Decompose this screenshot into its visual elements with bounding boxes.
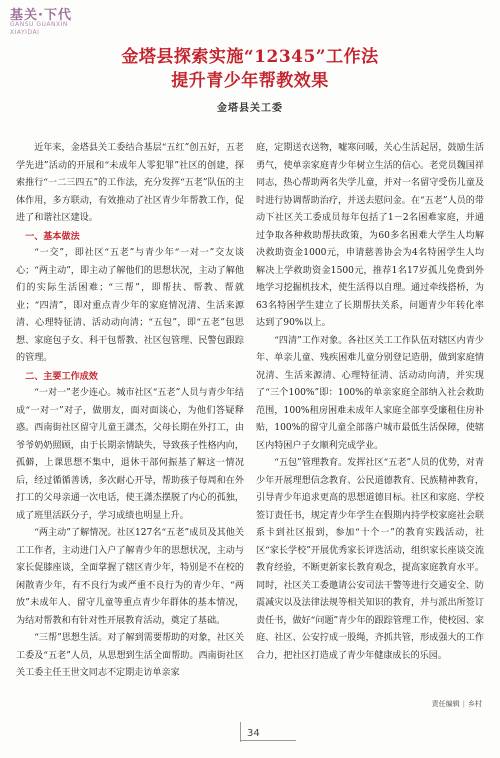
body-paragraph: “两主动”了解情况。社区127名“五老”成员及其他关工工作者，主动进门入户了解青少年的思想状况，主动与家长促膝座谈，全面掌握了辖区青少年，特别是不在校的闲散青少年，有不良行为或严重不良行为的青少年、“两放”未成年人、留守儿童等重点青少年群体的基本情况，为结对帮教和有针对性开展教育活动，奠定了基础。 [16,528,244,626]
article-title-line1: 金塔县探索实施“12345”工作法 [121,47,379,67]
magazine-masthead [10,4,130,40]
page-number-rule-horizontal [241,740,296,741]
article-title-line2: 提升青少年帮教效果 [171,71,329,91]
body-paragraph: “一对一”老少连心。城市社区“五老”人员与青少年结成“一对一”对子，做朋友，面对面谈心，为他们答疑释惑。西南街社区留守儿童王潇杰，父母长期在外打工，由爷爷奶奶照顾，由于长期亲情缺失，导致孩子性格内向，孤僻，上课思想不集中，退休干部何振基了解这一情况后，经过循循善诱，多次耐心开导，帮助孩子每周和在外打工的父母亲通一次电话，使王潇杰摆脱了内心的孤独，成了班里活跃分子，学习成绩也明显上升。 [16,388,244,521]
section-heading: 一、基本做法 [25,230,80,242]
section-heading: 二、主要工作成效 [25,370,98,382]
body-paragraph: “四清”工作对象。各社区关工工作队伍对辖区内青少年、单亲儿童、残疾困难儿童分别登记造册，做到家庭情况清、生活来源清、心理特征清、活动动向清，并实现了“三个100%”即：100%的单亲家庭全部纳入社会救助范围，100%租房困难未成年人家庭全部享受廉租住房补贴，100%的留守儿童全部落户城市最低生活保障，使辖区内特困户子女顺利完成学业。 [256,335,484,451]
editor-credit: 责任编辑 | 乡村 [431,700,482,708]
page-number-rule-vertical [240,722,241,742]
article-column-left [16,140,244,683]
article-column-right [256,140,484,665]
masthead-subtitle-line2: XIAYIDAI [10,29,40,36]
body-paragraph: 庭，定期送衣送物，嘘寒问暖，关心生活起居，鼓励生活勇气，使单亲家庭青少年树立生活的信心。老党员魏国祥同志，热心帮助两名失学儿童，并对一名留守受伤儿童及时进行协调帮助治疗，并送去慰问金。在“五老”人员的带动下社区关工委成员每年包括了1－2名困难家庭，并通过争取各种救助帮扶政策，为60多名困难大学生人均解决救助资金1000元，申请慈善协会为4名特困学生人均解决上学救助资金1500元，推荐1名17岁孤儿免费到外地学习挖掘机技术，使生活得以自理。通过牵线搭桥，为63名特困学生建立了长期帮扶关系，问题青少年转化率达到了90%以上。 [256,143,484,328]
editor-name: 乡村 [468,700,482,708]
masthead-logo-text: 基关·下代 [10,8,72,23]
page-number: 34 [247,728,260,739]
body-paragraph: “五包”管理教育。发挥社区“五老”人员的优势，对青少年开展理想信念教育、公民道德教育、民族精神教育，引导青少年追求更高的思想道德目标。社区和家庭、学校签订责任书，规定青少年学生在假期内持学校家庭社会联系卡到社区报到，参加“十个一”的教育实践活动，社区“家长学校”开展优秀家长评选活动，组织家长座谈交流教育经验，不断更新家长教育观念，提高家庭教育水平。同时，社区关工委邀请公安司法干警等进行交通安全、防震减灾以及法律法规等相关知识的教育，并与派出所签订责任书，做好“问题”青少年的跟踪管理工作，使校园、家庭、社区、公安拧成一股绳，齐抓共管，形成强大的工作合力，把社区打造成了青少年健康成长的乐园。 [256,458,484,661]
body-paragraph: “一交”，即社区“五老”与青少年“一对一”交友谈心；“两主动”，即主动了解他们的思想状况，主动了解他们的实际生活困难；“三帮”，即帮扶、帮教、帮就业；“四清”，即对重点青少年的家庭情况清、生活来源清、心理特征清、活动动向清；“五包”，即“五老”包思想、家庭包子女、科干包帮教、社区包管理、民警包跟踪的管理。 [16,248,244,363]
body-paragraph: 近年来，金塔县关工委结合基层“五红”创五好，五老学先进”活动的开展和“未成年人零犯罪”社区的创建，探索推行“一二三四五”的工作法，充分发挥“五老”队伍的主体作用，多方联动，有效推动了社区青少年帮教工作，促进了和谐社区建设。 [16,143,244,223]
body-paragraph: “三帮”思想生活。对了解到需要帮助的对象，社区关工委及“五老”人员，从思想到生活全面帮助。西南街社区关工委主任王世文同志不定期走访单亲家 [16,633,244,678]
editor-label: 责任编辑 [431,700,460,708]
masthead-subtitle [10,21,68,37]
article-author: 金塔县关工委 [217,103,283,114]
masthead-subtitle-line1: GANSU GUANXIN [10,21,68,28]
